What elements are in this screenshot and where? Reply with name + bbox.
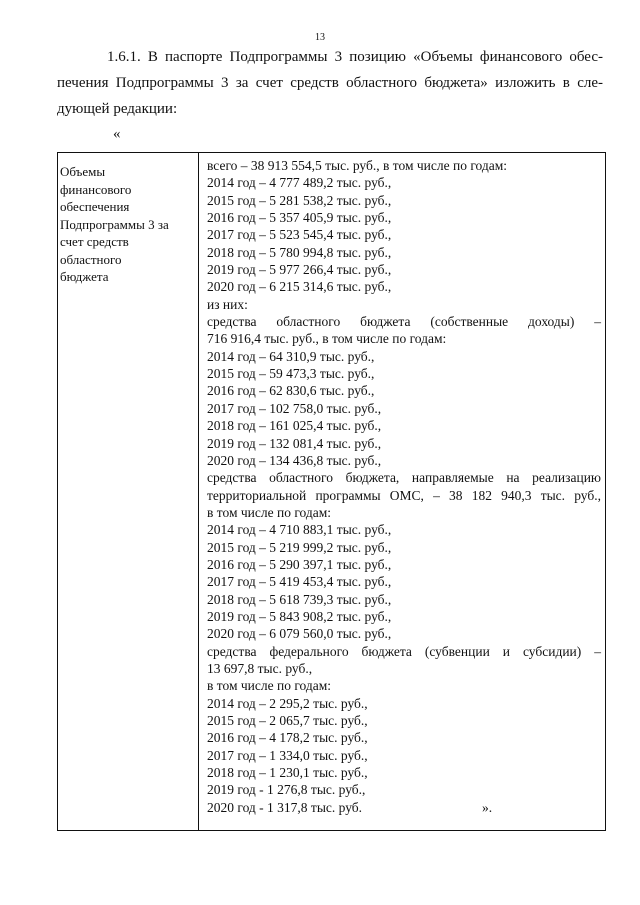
opening-quote-mark: « [113, 126, 121, 142]
funding-line: 716 916,4 тыс. руб., в том числе по годам: [207, 331, 447, 347]
funding-line: территориальной программы ОМС, – 38 182 940,3 тыс. руб., [207, 487, 601, 503]
funding-line: 2017 год – 5 523 545,4 тыс. руб., [207, 227, 392, 243]
details-cell [199, 153, 606, 831]
funding-line: 2016 год – 5 290 397,1 тыс. руб., [207, 556, 392, 572]
funding-line: 2015 год – 59 473,3 тыс. руб., [207, 366, 375, 382]
funding-line: 2015 год – 5 219 999,2 тыс. руб., [207, 539, 392, 555]
funding-details [199, 153, 605, 816]
funding-line: в том числе по годам: [207, 678, 332, 694]
funding-last-line [207, 799, 601, 816]
funding-line: 2017 год – 5 419 453,4 тыс. руб., [207, 574, 392, 590]
funding-line: 2017 год – 1 334,0 тыс. руб., [207, 747, 368, 763]
funding-line: в том числе по годам: [207, 504, 332, 520]
funding-line: 2020 год – 6 079 560,0 тыс. руб., [207, 626, 392, 642]
funding-line: 2020 год – 134 436,8 тыс. руб., [207, 452, 382, 468]
funding-line: 2018 год – 5 780 994,8 тыс. руб., [207, 244, 392, 260]
funding-line: 2014 год – 64 310,9 тыс. руб., [207, 348, 375, 364]
page-number: 13 [315, 32, 325, 43]
funding-line: 2019 год – 5 977 266,4 тыс. руб., [207, 262, 392, 278]
intro-paragraph [57, 44, 603, 122]
funding-line: 2015 год – 2 065,7 тыс. руб., [207, 713, 368, 728]
funding-line: 2014 год – 4 777 489,2 тыс. руб., [207, 175, 392, 191]
funding-line: 2019 год – 132 081,4 тыс. руб., [207, 435, 382, 451]
intro-line: дующей редакции: [57, 101, 178, 117]
position-label: Объемы финансового обеспечения Подпрограммы 3 за счет средств областного бюджета [60, 164, 169, 284]
funding-line: 2016 год – 62 830,6 тыс. руб., [207, 383, 375, 399]
funding-line: 2020 год - 1 317,8 тыс. руб. [207, 799, 363, 815]
label-cell [58, 153, 199, 831]
funding-line: средства областного бюджета (собственные доходы) – [207, 314, 601, 330]
intro-line: печения Подпрограммы 3 за счет средств областного бюджета» изложить в сле- [57, 75, 603, 91]
funding-line: из них: [207, 296, 248, 312]
funding-line: 2018 год – 1 230,1 тыс. руб., [207, 765, 368, 781]
funding-line: 2019 год - 1 276,8 тыс. руб., [207, 782, 366, 798]
funding-line: 2018 год – 5 618 739,3 тыс. руб., [207, 591, 392, 607]
funding-line: 2018 год – 161 025,4 тыс. руб., [207, 418, 382, 434]
closing-quote-mark: ». [482, 799, 493, 815]
funding-line: 2020 год – 6 215 314,6 тыс. руб., [207, 279, 392, 295]
funding-line: 2019 год – 5 843 908,2 тыс. руб., [207, 608, 392, 624]
funding-line: 2017 год – 102 758,0 тыс. руб., [207, 400, 382, 416]
funding-line: 2015 год – 5 281 538,2 тыс. руб., [207, 192, 392, 208]
funding-line: средства федерального бюджета (субвенции и субсидии) – [207, 643, 601, 659]
funding-line: 2016 год – 5 357 405,9 тыс. руб., [207, 210, 392, 226]
funding-line: средства областного бюджета, направляемые на реализацию [207, 470, 601, 486]
funding-line: всего – 38 913 554,5 тыс. руб., в том числе по годам: [207, 158, 508, 173]
intro-line: 1.6.1. В паспорте Подпрограммы 3 позицию «Объемы финансового обес- [107, 49, 603, 65]
financing-table [57, 152, 606, 831]
funding-line: 13 697,8 тыс. руб., [207, 660, 313, 676]
funding-line: 2014 год – 2 295,2 тыс. руб., [207, 695, 368, 711]
funding-line: 2016 год – 4 178,2 тыс. руб., [207, 730, 368, 746]
table-row [58, 153, 606, 831]
funding-line: 2014 год – 4 710 883,1 тыс. руб., [207, 522, 392, 538]
